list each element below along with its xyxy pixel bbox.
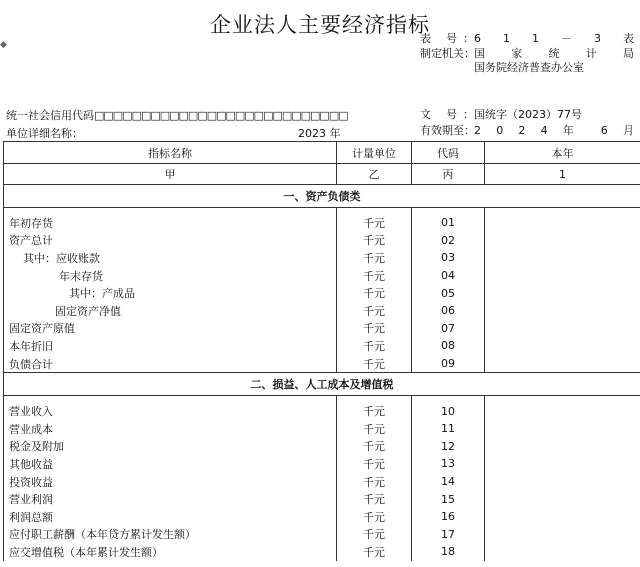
value-input-cell[interactable] xyxy=(485,337,640,355)
indicator-name-cell xyxy=(4,473,337,491)
indicator-name: 应交增值税（本年累计发生额） xyxy=(9,545,163,559)
value-input-cell[interactable] xyxy=(485,214,640,232)
indicator-name-cell xyxy=(4,490,337,508)
subheader-code: 丙 xyxy=(412,164,485,185)
indicator-name-cell xyxy=(4,337,337,355)
table-row xyxy=(4,508,640,526)
table-row xyxy=(4,214,640,232)
value-input-cell[interactable] xyxy=(485,284,640,302)
indicator-name: 负债合计 xyxy=(9,357,53,371)
indicator-name-cell xyxy=(4,543,337,561)
indicator-name-cell xyxy=(4,302,337,320)
table-row xyxy=(4,490,640,508)
form-title: 企业法人主要经济指标 xyxy=(210,13,430,37)
table-row xyxy=(4,420,640,438)
table-row xyxy=(4,284,640,302)
header-unit: 计量单位 xyxy=(337,142,412,164)
unit-cell: 千元 xyxy=(337,473,412,491)
value-input-cell[interactable] xyxy=(485,543,640,561)
value-input-cell[interactable] xyxy=(485,249,640,267)
value-input-cell[interactable] xyxy=(485,490,640,508)
indicator-name: 投资收益 xyxy=(9,475,53,489)
indicator-name: 固定资产原值 xyxy=(9,322,75,336)
report-year: 2023 年 xyxy=(298,127,341,140)
unit-cell: 千元 xyxy=(337,249,412,267)
value-input-cell[interactable] xyxy=(485,320,640,338)
indicator-name-cell xyxy=(4,455,337,473)
indicator-name-cell xyxy=(4,214,337,232)
table-row xyxy=(4,402,640,420)
unit-cell: 千元 xyxy=(337,337,412,355)
value-input-cell[interactable] xyxy=(485,473,640,491)
indicator-name-cell xyxy=(4,249,337,267)
doc-number-label: 文 号： xyxy=(420,108,474,121)
code-cell: 10 xyxy=(412,402,485,420)
unit-cell: 千元 xyxy=(337,543,412,561)
issuing-authority xyxy=(420,47,634,61)
indicator-name: 其他收益 xyxy=(9,457,53,471)
indicator-table xyxy=(3,141,640,561)
indicator-name: 应付职工薪酬（本年贷方累计发生额） xyxy=(9,528,196,542)
value-input-cell[interactable] xyxy=(485,455,640,473)
unit-cell: 千元 xyxy=(337,302,412,320)
unit-cell: 千元 xyxy=(337,508,412,526)
unit-cell: 千元 xyxy=(337,420,412,438)
credit-code xyxy=(6,107,348,123)
indicator-name: 营业成本 xyxy=(9,422,53,436)
form-number-value: 6 1 1 － 3 表 xyxy=(474,32,634,45)
section-assets-liabilities xyxy=(4,185,640,208)
section-assets-liabilities-title: 一、资产负债类 xyxy=(4,185,640,208)
indicator-name: 税金及附加 xyxy=(9,440,64,454)
indicator-name-cell xyxy=(4,438,337,456)
expand-arrow-icon[interactable]: ◆ xyxy=(0,40,7,50)
unit-cell: 千元 xyxy=(337,490,412,508)
value-input-cell[interactable] xyxy=(485,355,640,373)
table-row xyxy=(4,232,640,250)
table-row xyxy=(4,473,640,491)
indicator-name-cell xyxy=(4,320,337,338)
code-cell: 04 xyxy=(412,267,485,285)
form-number-label: 表 号： xyxy=(420,32,474,45)
unit-cell: 千元 xyxy=(337,284,412,302)
code-cell: 07 xyxy=(412,320,485,338)
unit-cell: 千元 xyxy=(337,355,412,373)
table-header-row xyxy=(4,142,640,164)
indicator-name: 其中：应收账款 xyxy=(23,251,100,265)
value-input-cell[interactable] xyxy=(485,508,640,526)
indicator-name: 资产总计 xyxy=(9,234,53,248)
unit-cell: 千元 xyxy=(337,402,412,420)
section-profit-loss-title: 二、损益、人工成本及增值税 xyxy=(4,373,640,396)
table-row xyxy=(4,249,640,267)
indicator-name-cell xyxy=(4,420,337,438)
authority-label: 制定机关： xyxy=(420,47,475,60)
valid-label: 有效期至： xyxy=(420,124,475,137)
code-cell: 11 xyxy=(412,420,485,438)
code-cell: 01 xyxy=(412,214,485,232)
code-cell: 16 xyxy=(412,508,485,526)
form-number xyxy=(420,32,634,46)
table-row xyxy=(4,438,640,456)
section-profit-loss xyxy=(4,373,640,396)
authority-value-2: 国务院经济普查办公室 xyxy=(474,61,584,74)
issuing-authority-2 xyxy=(474,61,584,75)
detail-name xyxy=(6,125,83,141)
indicator-name-cell xyxy=(4,267,337,285)
code-cell: 13 xyxy=(412,455,485,473)
indicator-name: 年初存货 xyxy=(9,216,53,230)
code-cell: 08 xyxy=(412,337,485,355)
header-code: 代码 xyxy=(412,142,485,164)
table-row xyxy=(4,455,640,473)
indicator-name-cell xyxy=(4,355,337,373)
subheader-indicator-name: 甲 xyxy=(4,164,337,185)
value-input-cell[interactable] xyxy=(485,267,640,285)
unit-cell: 千元 xyxy=(337,526,412,544)
indicator-name-cell xyxy=(4,232,337,250)
document-number xyxy=(420,108,582,122)
indicator-name-cell xyxy=(4,284,337,302)
table-row xyxy=(4,337,640,355)
valid-until xyxy=(420,124,634,138)
table-row xyxy=(4,543,640,561)
doc-number-value: 国统字（2023）77号 xyxy=(474,108,582,121)
indicator-name: 营业利润 xyxy=(9,493,53,507)
value-input-cell[interactable] xyxy=(485,438,640,456)
unit-cell: 千元 xyxy=(337,320,412,338)
value-input-cell[interactable] xyxy=(485,302,640,320)
indicator-name: 其中：产成品 xyxy=(69,287,135,301)
detail-name-label: 单位详细名称： xyxy=(6,127,83,140)
code-cell: 14 xyxy=(412,473,485,491)
indicator-name: 年末存货 xyxy=(59,269,103,283)
indicator-name: 固定资产净值 xyxy=(55,304,121,318)
table-row xyxy=(4,355,640,373)
code-cell: 09 xyxy=(412,355,485,373)
value-input-cell[interactable] xyxy=(485,402,640,420)
code-cell: 17 xyxy=(412,526,485,544)
code-cell: 15 xyxy=(412,490,485,508)
table-row xyxy=(4,526,640,544)
unit-cell: 千元 xyxy=(337,214,412,232)
unit-cell: 千元 xyxy=(337,232,412,250)
indicator-name: 利润总额 xyxy=(9,510,53,524)
credit-code-boxes[interactable]: □□□□□□□□□□□□□□□□□□□□□□□□□□□ xyxy=(94,109,348,122)
code-cell: 06 xyxy=(412,302,485,320)
value-input-cell[interactable] xyxy=(485,232,640,250)
unit-cell: 千元 xyxy=(337,267,412,285)
table-subheader-row xyxy=(4,164,640,185)
table-row xyxy=(4,320,640,338)
value-input-cell[interactable] xyxy=(485,420,640,438)
code-cell: 03 xyxy=(412,249,485,267)
code-cell: 12 xyxy=(412,438,485,456)
header-this-year: 本年 xyxy=(485,142,640,164)
code-cell: 02 xyxy=(412,232,485,250)
code-cell: 05 xyxy=(412,284,485,302)
table-row xyxy=(4,267,640,285)
indicator-name: 营业收入 xyxy=(9,405,53,419)
value-input-cell[interactable] xyxy=(485,526,640,544)
code-cell: 18 xyxy=(412,543,485,561)
indicator-name-cell xyxy=(4,402,337,420)
table-row xyxy=(4,302,640,320)
authority-value: 国 家 统 计 局 xyxy=(474,47,634,60)
unit-cell: 千元 xyxy=(337,455,412,473)
subheader-unit: 乙 xyxy=(337,164,412,185)
header-indicator-name: 指标名称 xyxy=(4,142,337,164)
valid-value: 2 0 2 4 年 6 月 xyxy=(474,124,634,137)
indicator-name-cell xyxy=(4,508,337,526)
credit-code-label: 统一社会信用代码 xyxy=(6,109,94,122)
unit-cell: 千元 xyxy=(337,438,412,456)
subheader-this-year: 1 xyxy=(485,164,640,185)
indicator-name-cell xyxy=(4,526,337,544)
indicator-name: 本年折旧 xyxy=(9,339,53,353)
